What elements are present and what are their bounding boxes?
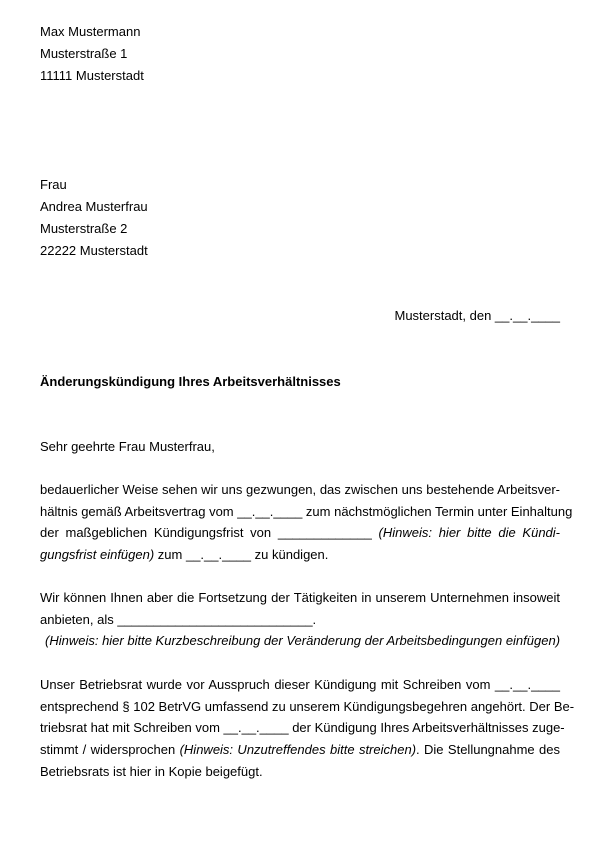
para1-line1: bedauerlicher Weise sehen wir uns gezwungen, das zwischen uns bestehende Arbeitsver-: [40, 482, 560, 497]
para1-line2: hältnis gemäß Arbeitsvertrag vom __.__.____ zum nächstmöglichen Termin unter Einhaltung: [40, 504, 573, 519]
recipient-street: Musterstraße 2: [40, 221, 128, 236]
subject-line: Änderungskündigung Ihres Arbeitsverhältnisses: [40, 374, 341, 389]
recipient-name: Andrea Musterfrau: [40, 199, 148, 214]
greeting: Sehr geehrte Frau Musterfrau,: [40, 439, 215, 454]
para3-line4-text-b: . Die Stellungnahme des: [416, 742, 560, 757]
para1-line3: [40, 525, 560, 541]
recipient-salutation: Frau: [40, 177, 67, 192]
date-line: Musterstadt, den __.__.____: [394, 308, 560, 323]
sender-city: 11111 Musterstadt: [40, 68, 144, 83]
para1-line3-text: der maßgeblichen Kündigungsfrist von _____________: [40, 525, 379, 540]
para3-line4: [40, 742, 560, 758]
sender-street: Musterstraße 1: [40, 46, 128, 61]
para2-line1: Wir können Ihnen aber die Fortsetzung der Tätigkeiten in unserem Unternehmen insoweit: [40, 590, 560, 605]
sender-name: Max Mustermann: [40, 24, 141, 39]
para3-line4-text-a: stimmt / widersprochen: [40, 742, 180, 757]
para1-line4: [40, 547, 560, 563]
para1-line4-text: zum __.__.____ zu kündigen.: [154, 547, 329, 562]
para3-line1: Unser Betriebsrat wurde vor Ausspruch dieser Kündigung mit Schreiben vom __.__.____: [40, 677, 560, 692]
para3-line5: Betriebsrats ist hier in Kopie beigefügt.: [40, 764, 263, 779]
para2-line2: anbieten, als ___________________________.: [40, 612, 317, 627]
recipient-city: 22222 Musterstadt: [40, 243, 148, 258]
hint-strike-inapplicable: (Hinweis: Unzutreffendes bitte streichen): [179, 742, 417, 757]
para3-line3: triebsrat hat mit Schreiben vom __.__.____ der Kündigung Ihres Arbeitsverhältnisses zuge-: [40, 720, 565, 735]
hint-change-description: [45, 633, 560, 649]
hint-change-description-text: (Hinweis: hier bitte Kurzbeschreibung der Veränderung der Arbeitsbedingungen einfügen): [45, 633, 561, 648]
para3-line2: entsprechend § 102 BetrVG umfassend zu unserem Kündigungsbegehren angehört. Der Be-: [40, 699, 575, 714]
hint-notice-period: (Hinweis: hier bitte die Kündi-: [378, 525, 560, 540]
hint-notice-period-end: gungsfrist einfügen): [40, 547, 155, 562]
